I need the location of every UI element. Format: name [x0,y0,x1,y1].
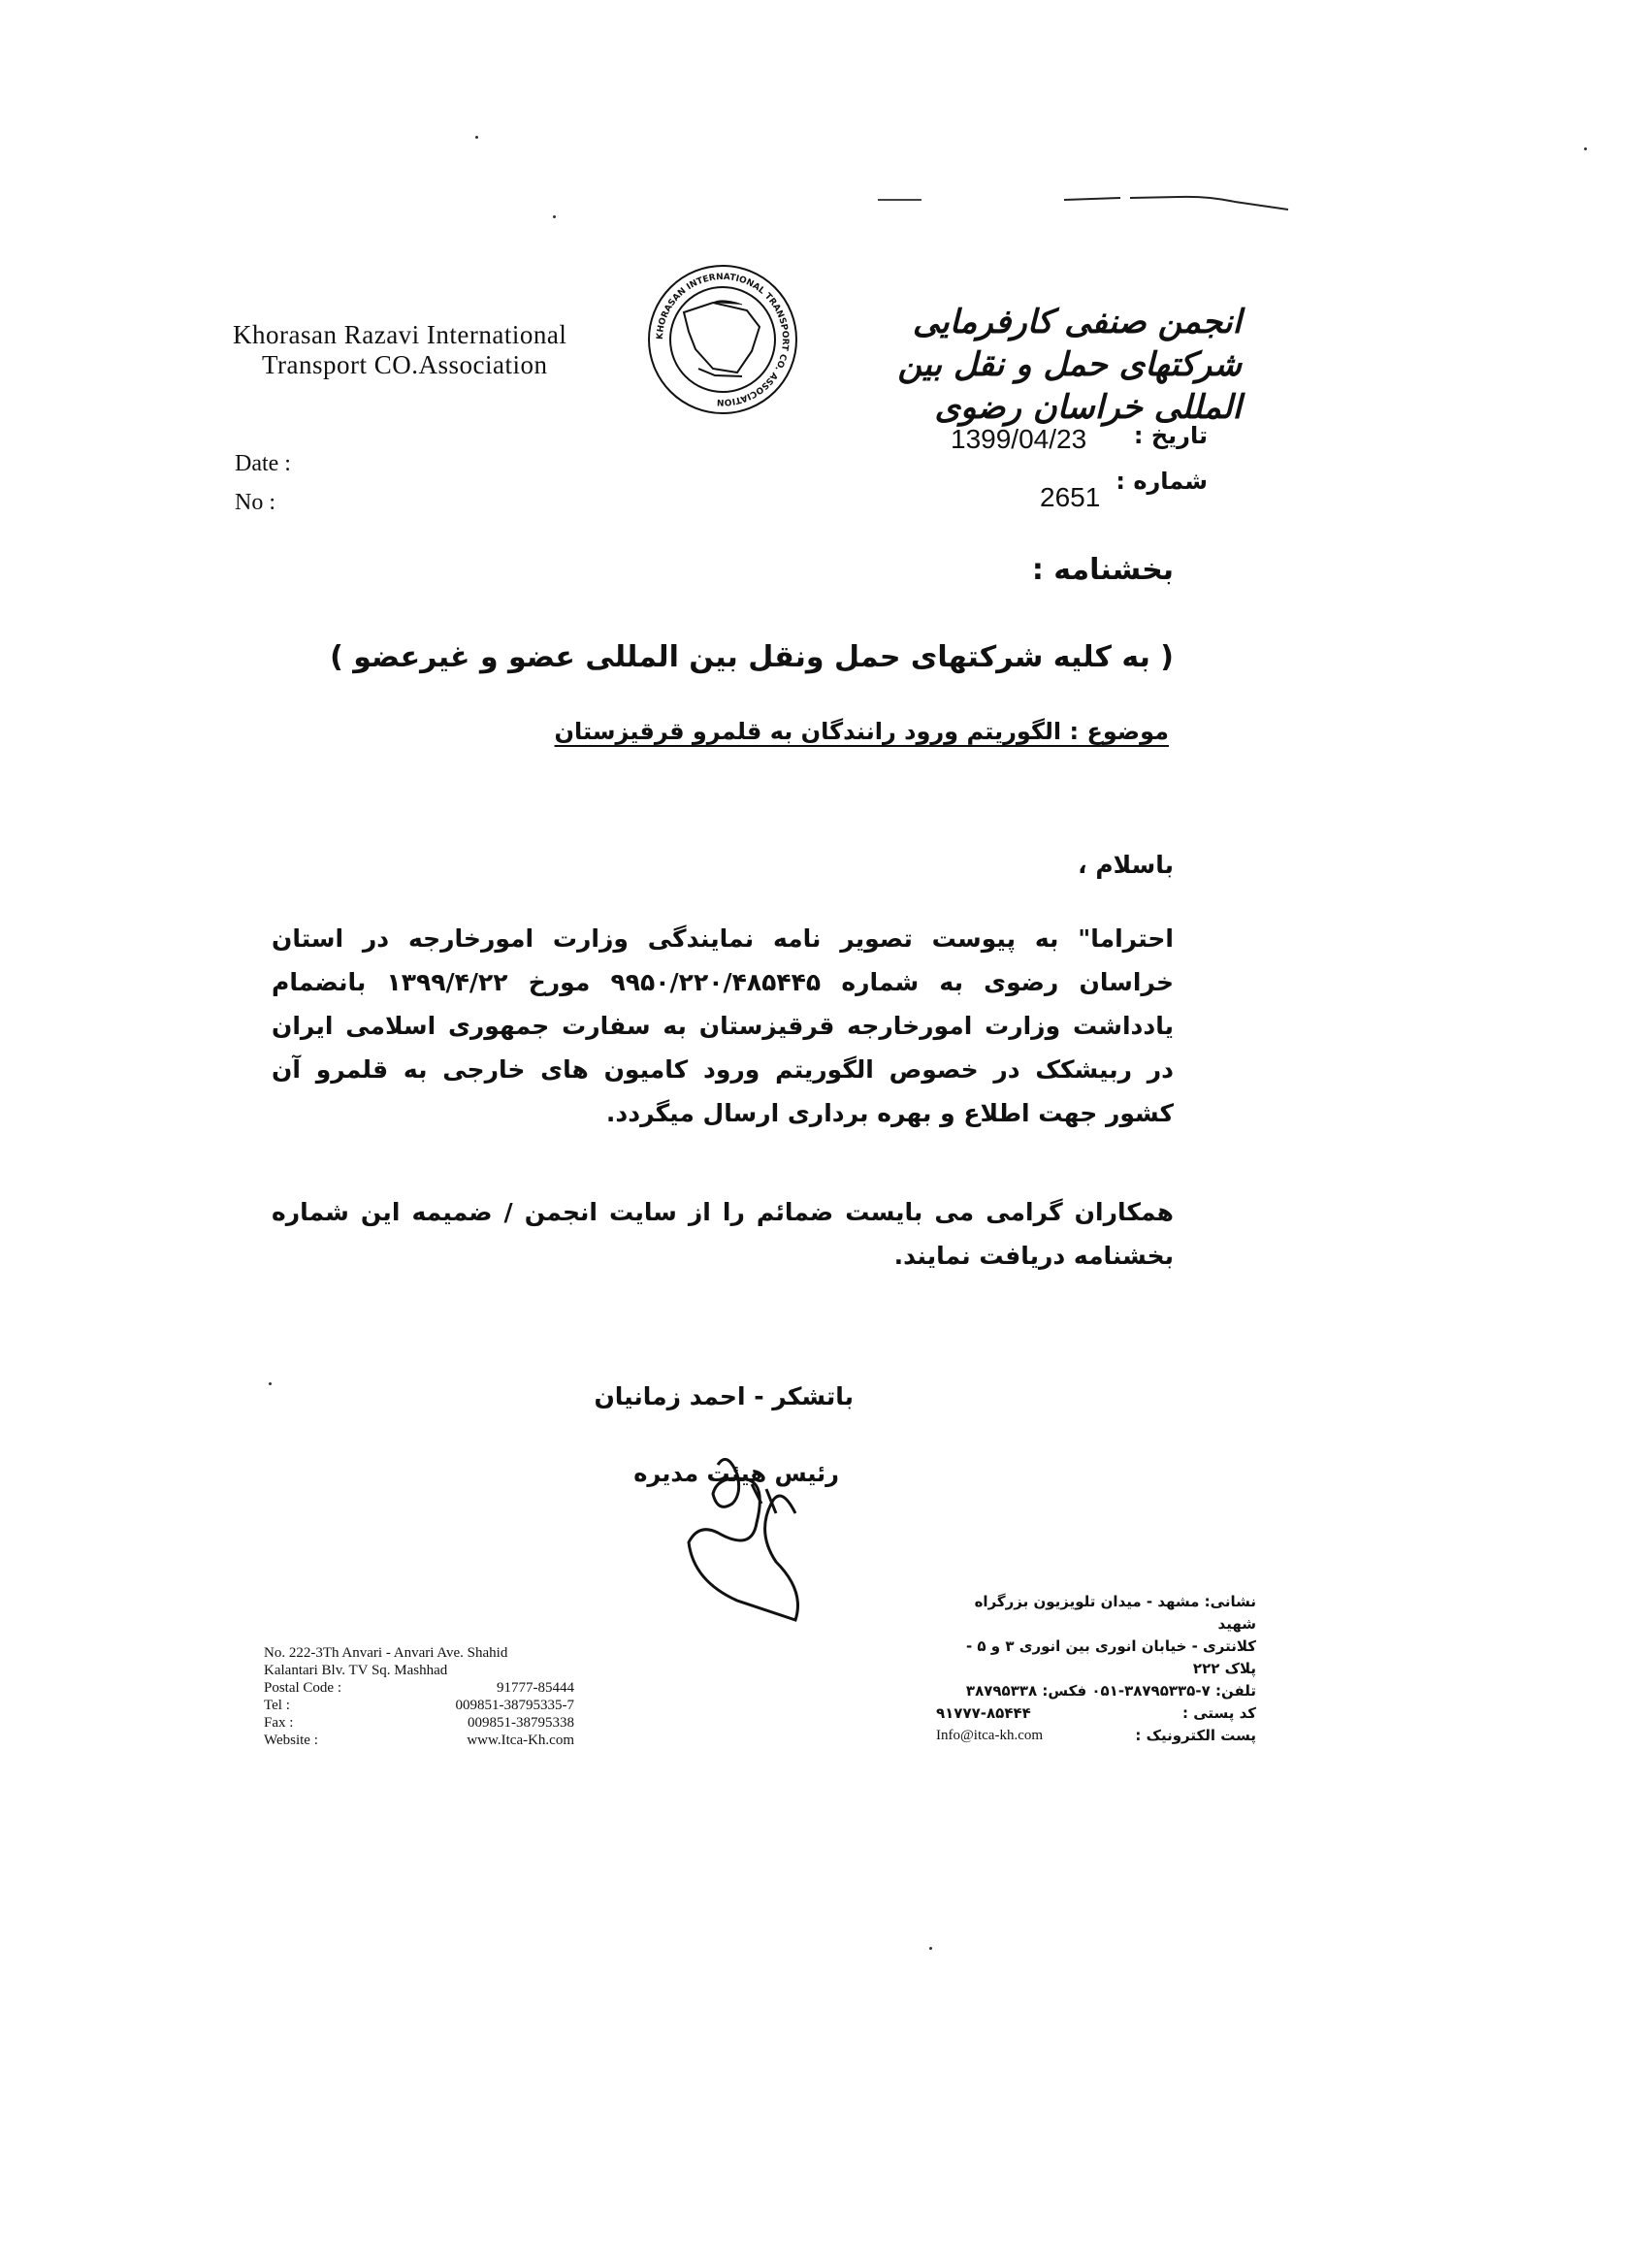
body-paragraph-1: احتراما" به پیوست تصویر نامه نمایندگی وزارت امورخارجه در استان خراسان رضوی به شماره ۹۹۵۰/۲۲۰/۴۸۵۴۴۵ مورخ ۱۳۹۹/۴/۲۲ بانضمام یادداشت وزارت امورخارجه قرقیزستان به سفارت جمهوری اسلامی ایران در ربیشکک در خصوص الگوریتم ورود کامیون های خارجی به قلمرو آن کشور جهت اطلاع و بهره برداری ارسال میگردد. [272,924,1174,1127]
scan-speck [475,136,478,139]
footer-contact-fa [936,1591,1256,1747]
org-name-fa: انجمن صنفی کارفرمایی شرکتهای حمل و نقل بین المللی خراسان رضوی [897,303,1242,427]
dash-mark [878,199,922,201]
org-name-en [233,320,566,380]
number-label-fa: شماره : [1116,468,1208,495]
seal-text: KHORASAN INTERNATIONAL TRANSPORT CO. ASSOCIATION [655,272,791,407]
greeting: باسلام ، [1078,851,1174,879]
footer-postal-value-fa: ۹۱۷۷۷-۸۵۴۴۴ [936,1704,1031,1722]
letter-number: 2651 [1040,482,1101,512]
footer-postal-value: 91777-85444 [497,1680,574,1696]
body-paragraph-2: همکاران گرامی می بایست ضمائم را از سایت انجمن / ضمیمه این شماره بخشنامه دریافت نمایند. [272,1198,1174,1270]
scan-speck [1584,147,1587,150]
footer-fax-value: 009851-38795338 [468,1715,574,1731]
number-label-en: No : [235,490,275,515]
footer-email-link[interactable]: Info@itca-kh.com [936,1728,1044,1743]
footer-postal-label: Postal Code : [264,1680,342,1696]
letter-date: 1399/04/23 [951,424,1087,454]
footer-postal-label-fa: کد پستی : [1181,1704,1256,1722]
footer-phone-fa: تلفن: ۷-۳۸۷۹۵۳۳۵-۰۵۱ فکس: ۳۸۷۹۵۳۳۸ [965,1682,1256,1700]
scan-speck [269,1382,272,1385]
footer-tel-label: Tel : [264,1698,290,1713]
signer-role: رئیس هیئت مدیره [633,1460,839,1487]
scan-speck [929,1947,932,1950]
footer-address-fa-2: کلانتری - خیابان انوری بین انوری ۳ و ۵ - پلاک ۲۲۲ [965,1637,1256,1677]
footer-fax-label: Fax : [264,1715,294,1731]
date-label-en: Date : [235,451,291,476]
handwritten-signature [660,1445,863,1649]
recipient-line: ( به کلیه شرکتهای حمل ونقل بین المللی عضو و غیرعضو ) [330,640,1174,674]
org-name-en-line1: Khorasan Razavi International [233,320,567,349]
footer-tel-value: 009851-38795335-7 [455,1698,574,1713]
svg-text:KHORASAN INTERNATIONAL TRANSPO [656,273,790,406]
footer-contact-en [264,1644,574,1749]
handwritten-mark [1062,192,1290,213]
footer-email-label-fa: پست الکترونیک : [1135,1727,1256,1744]
footer-website-link[interactable]: www.Itca-Kh.com [467,1733,574,1748]
footer-address-en-2: Kalantari Blv. TV Sq. Mashhad [264,1663,448,1678]
circular-title: بخشنامه : [1031,553,1174,587]
sign-off: باتشکر - احمد زمانیان [594,1382,854,1410]
subject-line: موضوع : الگوریتم ورود رانندگان به قلمرو قرقیزستان [554,718,1169,745]
scan-speck [553,215,556,218]
org-name-en-line2: Transport CO.Association [262,350,548,379]
footer-address-fa-1: نشانی: مشهد - میدان تلویزیون بزرگراه شهید [974,1593,1256,1633]
footer-website-label: Website : [264,1733,318,1748]
footer-address-en-1: No. 222-3Th Anvari - Anvari Ave. Shahid [264,1645,508,1661]
date-label-fa: تاریخ : [1133,422,1208,449]
association-seal-logo [645,254,800,419]
